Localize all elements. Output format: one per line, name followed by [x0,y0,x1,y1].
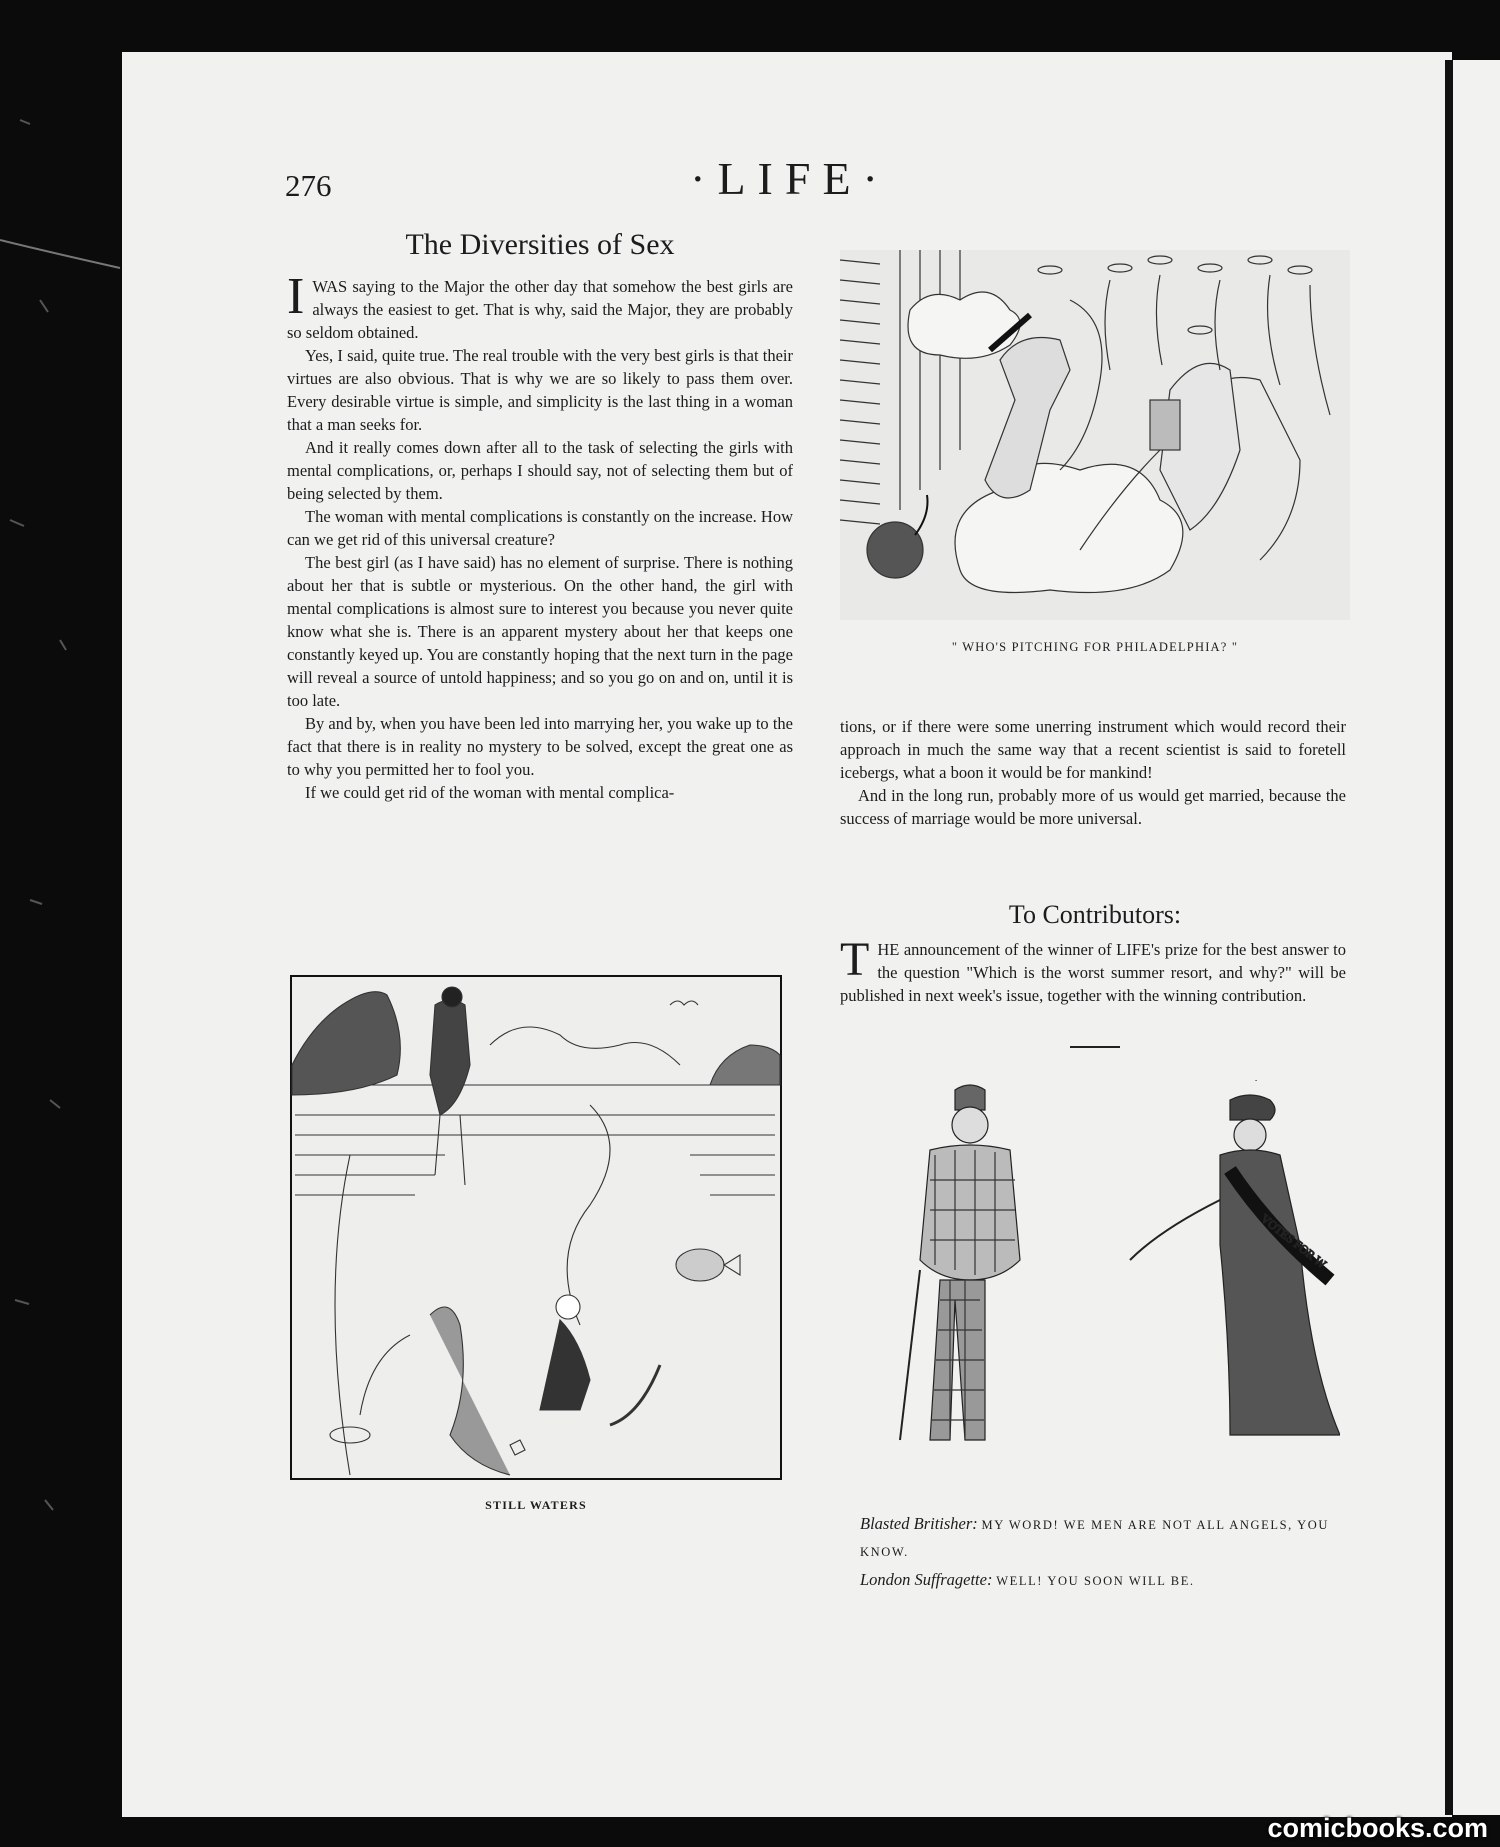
contributors-notice: THE announcement of the winner of LIFE's prize for the best answer to the question "Which is the worst summer resort, and why?" will be published in next week's issue, together with the winning contribution. [840,933,1346,1005]
britisher-line: MY WORD! WE MEN ARE NOT ALL ANGELS, YOU KNOW. [860,1518,1329,1559]
suffragette-illustration [860,1080,1340,1490]
suffragette-line: WELL! YOU SOON WILL BE. [996,1574,1195,1588]
article-paragraph: The best girl (as I have said) has no element of surprise. There is nothing about her that is subtle or mysterious. On the other hand, the girl with mental complications is almost sure to interest you because you never quite know what she is. There is an apparent mystery about her that keeps one constantly keyed up. You are constantly hoping that the next turn in the page will reveal a source of untold happiness; and so you go on and on, until it is too late. [287,553,793,710]
section-divider [1070,1046,1120,1048]
contributors-heading: To Contributors: [1008,900,1182,929]
drop-cap: I [287,268,305,325]
page-number: 276 [285,168,332,203]
article-paragraph: IWAS saying to the Major the other day that somehow the best girls are always the easiest to get. That is why, said the Major, they are probably so seldom obtained. [287,268,793,342]
scan-margin-marks [0,0,122,1847]
still-waters-illustration [290,975,782,1480]
angels-caption: " WHO'S PITCHING FOR PHILADELPHIA? " [951,640,1239,654]
article-paragraph: And it really comes down after all to the task of selecting the girls with mental complications, or, perhaps I should say, not of selecting them but of being selected by them. [287,438,793,503]
article-paragraph: If we could get rid of the woman with mental complica- [305,783,675,802]
article-paragraph: tions, or if there were some unerring instrument which would record their approach in much the same way that a recent scientist is said to foretell icebergs, what a boon it would be for mankind! [840,717,1346,782]
article-paragraph: The woman with mental complications is constantly on the increase. How can we get rid of this universal creature? [287,507,794,549]
article-paragraph: Yes, I said, quite true. The real trouble with the very best girls is that their virtues are also obvious. That is why we are so likely to pass them over. Every desirable virtue is simple, and simplicity is the last thing in a woman that a man seeks for. [287,346,793,434]
still-waters-caption: STILL WATERS [485,1498,587,1512]
article-paragraph: By and by, when you have been led into marrying her, you wake up to the fact that there is in reality no mystery to be solved, except the great one as to why you permitted her to fool you. [287,714,793,779]
angels-illustration [840,250,1350,620]
drop-cap: T [840,933,870,986]
speaker-suffragette: London Suffragette: [860,1570,993,1589]
cartoon-dialogue [860,1510,1345,1595]
article-title: The Diversities of Sex [405,228,675,261]
speaker-britisher: Blasted Britisher: [860,1514,978,1533]
masthead: ·LIFE· [690,153,890,204]
article-column-right [840,715,1346,830]
article-column-left [287,268,794,804]
article-paragraph: And in the long run, probably more of us would get married, because the success of marriage would be more universal. [840,786,1346,828]
sash-text: VOTES FOR W [1258,1211,1330,1272]
site-watermark: comicbooks.com [1267,1813,1488,1843]
facing-page-edge [1445,60,1500,1815]
